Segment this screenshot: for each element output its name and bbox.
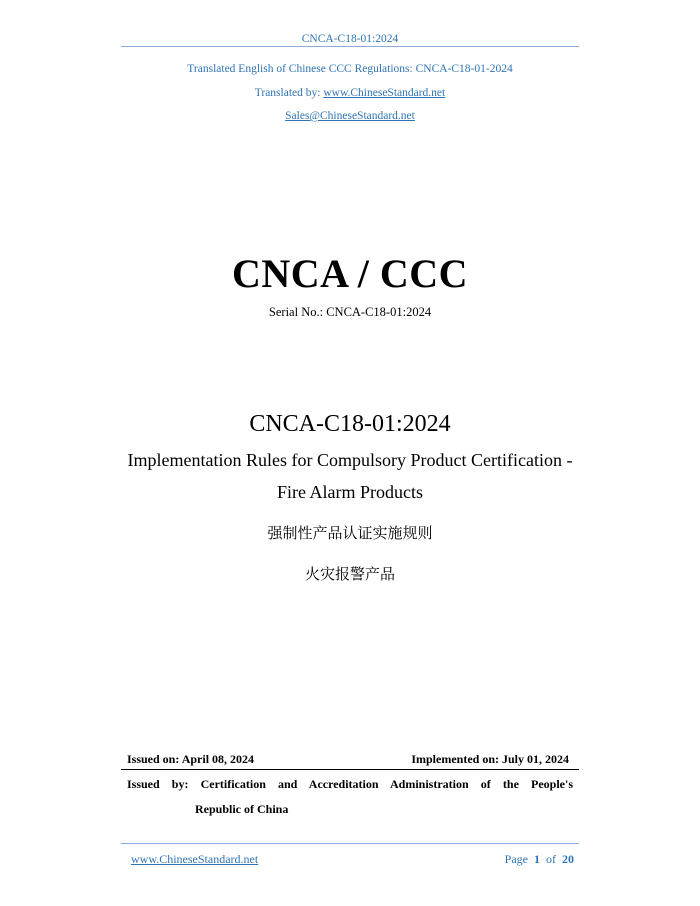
issued-on-date: Issued on: April 08, 2024 [127, 752, 255, 766]
issued-by-continued: Republic of China [195, 802, 289, 816]
page-label: Page [504, 852, 528, 866]
translated-by-label: Translated by: [254, 87, 324, 99]
header-divider [121, 46, 579, 47]
translated-line: Translated English of Chinese CCC Regulations: CNCA-C18-01-2024 [187, 63, 513, 75]
running-header: CNCA-C18-01:2024 [301, 33, 399, 45]
page-counter [505, 852, 574, 867]
page-current: 1 [534, 852, 540, 866]
chinese-title-line-2: 火灾报警产品 [304, 565, 395, 583]
page-total: 20 [562, 852, 574, 866]
dates-divider [121, 769, 579, 770]
chinese-title-line-1: 强制性产品认证实施规则 [267, 524, 433, 542]
english-title-line-2: Fire Alarm Products [277, 482, 423, 502]
sales-email-link[interactable]: Sales@ChineseStandard.net [285, 110, 415, 122]
serial-number: Serial No.: CNCA-C18-01:2024 [268, 305, 432, 319]
document-main-title: CNCA / CCC [231, 251, 469, 296]
sales-email-line [0, 110, 700, 122]
translated-by-line [0, 87, 700, 99]
page-of-label: of [546, 852, 556, 866]
footer-site-link[interactable]: www.ChineseStandard.net [131, 852, 259, 866]
implemented-on-date: Implemented on: July 01, 2024 [411, 752, 569, 766]
footer-divider [121, 843, 579, 844]
standard-number: CNCA-C18-01:2024 [249, 411, 451, 437]
issued-by: Issued by: Certification and Accreditation Administration of the People's [127, 777, 573, 791]
translator-site-link[interactable]: www.ChineseStandard.net [323, 87, 446, 99]
english-title-line-1: Implementation Rules for Compulsory Product Certification - [127, 450, 573, 470]
